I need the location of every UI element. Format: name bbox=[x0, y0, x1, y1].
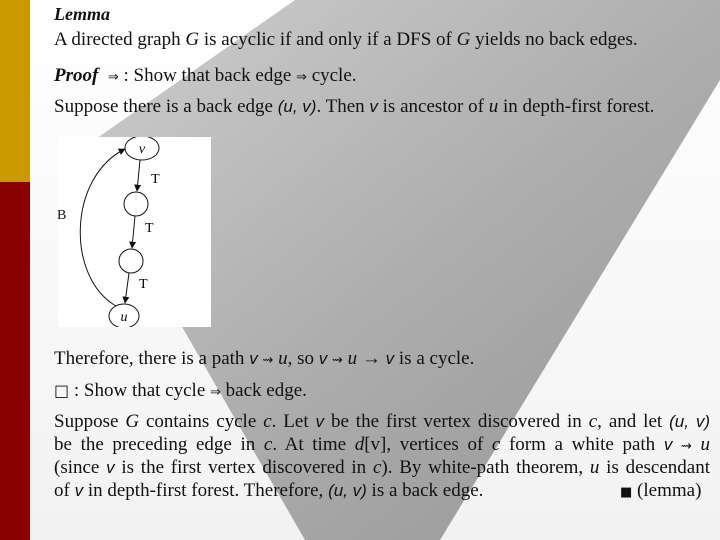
squiggle-arrow-icon: ⇝ bbox=[680, 439, 692, 454]
para-line-3: (since v is the first vertex discovered in c). By white-path theorem, u is descendant bbox=[54, 457, 710, 478]
dfs-diagram bbox=[58, 137, 211, 327]
implies-arrow-icon: ⇒ bbox=[107, 70, 119, 85]
vertex-v-label: v bbox=[138, 142, 146, 157]
qed-square-icon: ■ bbox=[620, 485, 633, 500]
dfs-diagram-svg bbox=[58, 137, 211, 327]
tree-edge-3 bbox=[125, 273, 129, 303]
squiggle-arrow-icon: ⇝ bbox=[332, 353, 343, 368]
tree-edge-1 bbox=[137, 160, 140, 191]
vertex-intermediate-1 bbox=[124, 192, 148, 216]
therefore-path: Therefore, there is a path v ⇝ u, so v ⇝ u → v is a cycle. bbox=[54, 348, 475, 369]
para-line-4: of v in depth-first forest. Therefore, (u, v) is a back edge. bbox=[54, 480, 484, 501]
suppose-back-edge: Suppose there is a back edge (u, v). Then v is ancestor of u in depth-first forest. bbox=[54, 96, 655, 117]
tree-edge-label-2: T bbox=[145, 221, 154, 236]
para-line-1: Suppose G contains cycle c. Let v be the first vertex discovered in c, and let (u, v) bbox=[54, 411, 710, 432]
back-edge-label: B bbox=[57, 207, 69, 225]
vertex-intermediate-2 bbox=[119, 249, 143, 273]
squiggle-arrow-icon: ⇝ bbox=[262, 353, 274, 368]
tree-edge-label-3: T bbox=[139, 277, 148, 292]
implies-arrow-icon: ⇒ bbox=[296, 70, 307, 85]
para-line-2: be the preceding edge in c. At time d[v], vertices of c form a white path v ⇝ u bbox=[54, 434, 710, 455]
lemma-heading: Lemma bbox=[54, 4, 110, 24]
tree-edge-label-1: T bbox=[151, 172, 160, 187]
implies-arrow-icon: ⇒ bbox=[210, 385, 221, 400]
qed-marker: ■ (lemma) bbox=[620, 480, 702, 501]
accent-bar-red bbox=[0, 182, 30, 540]
back-edge bbox=[80, 149, 125, 306]
missing-glyph-box-icon: □ bbox=[54, 381, 70, 400]
converse-line: □ : Show that cycle ⇒ back edge. bbox=[54, 380, 307, 401]
lemma-statement: A directed graph G is acyclic if and only if a DFS of G yields no back edges. bbox=[54, 29, 638, 50]
accent-bar-gold bbox=[0, 0, 30, 182]
vertex-u-label: u bbox=[120, 310, 128, 325]
proof-line: Proof ⇒ : Show that back edge ⇒ cycle. bbox=[54, 65, 357, 86]
tree-edge-2 bbox=[132, 216, 135, 248]
